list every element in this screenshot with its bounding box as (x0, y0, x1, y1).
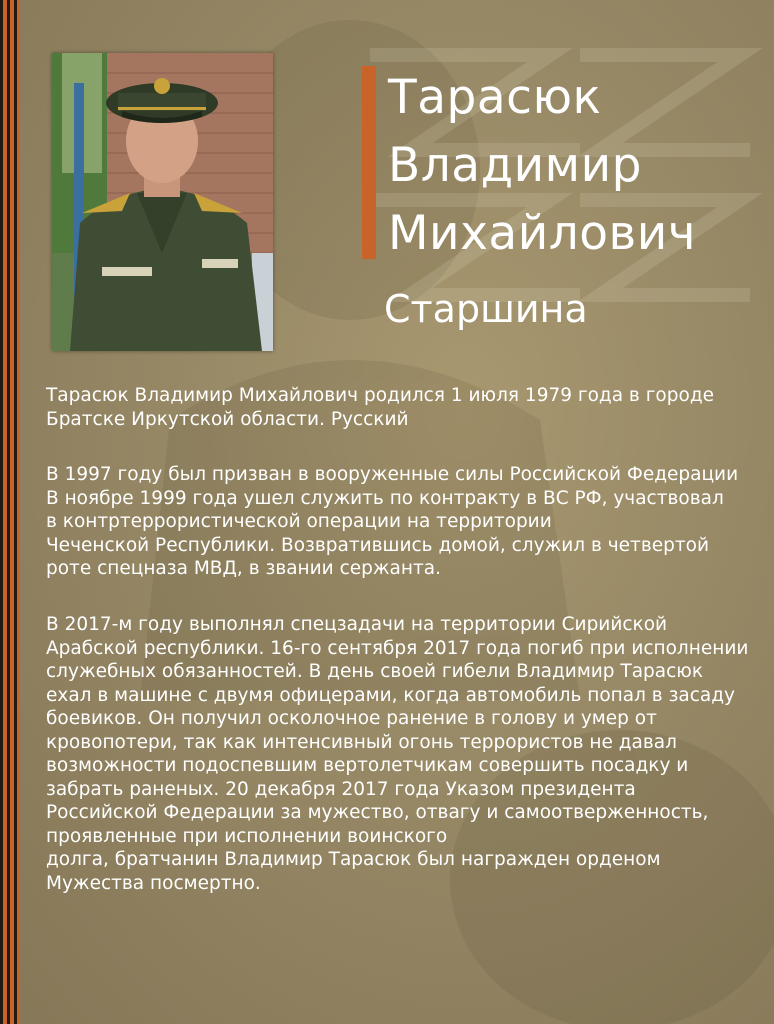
bio-line: Чеченской Республики. Возвратившись домой, служил в четвертой (46, 534, 709, 556)
bio-paragraph-birth (46, 384, 766, 431)
bio-line: Тарасюк Владимир Михайлович родился 1 июля 1979 года в городе (46, 385, 714, 406)
bio-line: Мужества посмертно. (46, 872, 261, 894)
bio-line: в контртеррористической операции на территории (46, 511, 552, 532)
bio-line: служебных обязанностей. В день своей гибели Владимир Тарасюк (46, 661, 704, 682)
bio-paragraph-syria (46, 613, 766, 895)
bio-paragraph-service (46, 463, 766, 581)
bio-line: боевиков. Он получил осколочное ранение в голову и умер от (46, 708, 657, 729)
full-name (388, 64, 768, 268)
military-rank: Старшина (384, 287, 588, 331)
bio-line: Арабской республики. 16-го сентября 2017 года погиб при исполнении (46, 637, 749, 659)
soldier-photo (52, 53, 273, 351)
bio-line: В 1997 году был призван в вооруженные силы Российской Федерации (46, 464, 739, 485)
bio-line: Братске Иркутской области. Русский (46, 408, 409, 430)
st-george-ribbon-stripe (0, 0, 20, 1024)
bio-line: роте спецназа МВД, в звании сержанта. (46, 558, 441, 579)
bio-line: долга, братчанин Владимир Тарасюк был награжден орденом (46, 849, 661, 870)
patronymic: Михайлович (388, 206, 697, 261)
bio-line: забрать раненых. 20 декабря 2017 года Указом президента (46, 778, 636, 800)
bio-line: ехал в машине с двумя офицерами, когда автомобиль попал в засаду (46, 684, 735, 706)
first-name: Владимир (388, 138, 642, 193)
bio-line: В ноябре 1999 года ушел служить по контракту в ВС РФ, участвовал (46, 487, 724, 509)
surname: Тарасюк (388, 70, 602, 125)
title-accent-bar (362, 66, 376, 259)
bio-line: В 2017-м году выполнял спецзадачи на территории Сирийской (46, 614, 668, 635)
bio-line: кровопотери, так как интенсивный огонь террористов не давал (46, 731, 677, 753)
soldier-portrait-icon (52, 53, 273, 351)
bio-line: проявленные при исполнении воинского (46, 825, 448, 847)
bio-line: Российской Федерации за мужество, отвагу и самоотверженность, (46, 802, 709, 823)
bio-line: возможности подоспевшим вертолетчикам совершить посадку и (46, 755, 689, 776)
